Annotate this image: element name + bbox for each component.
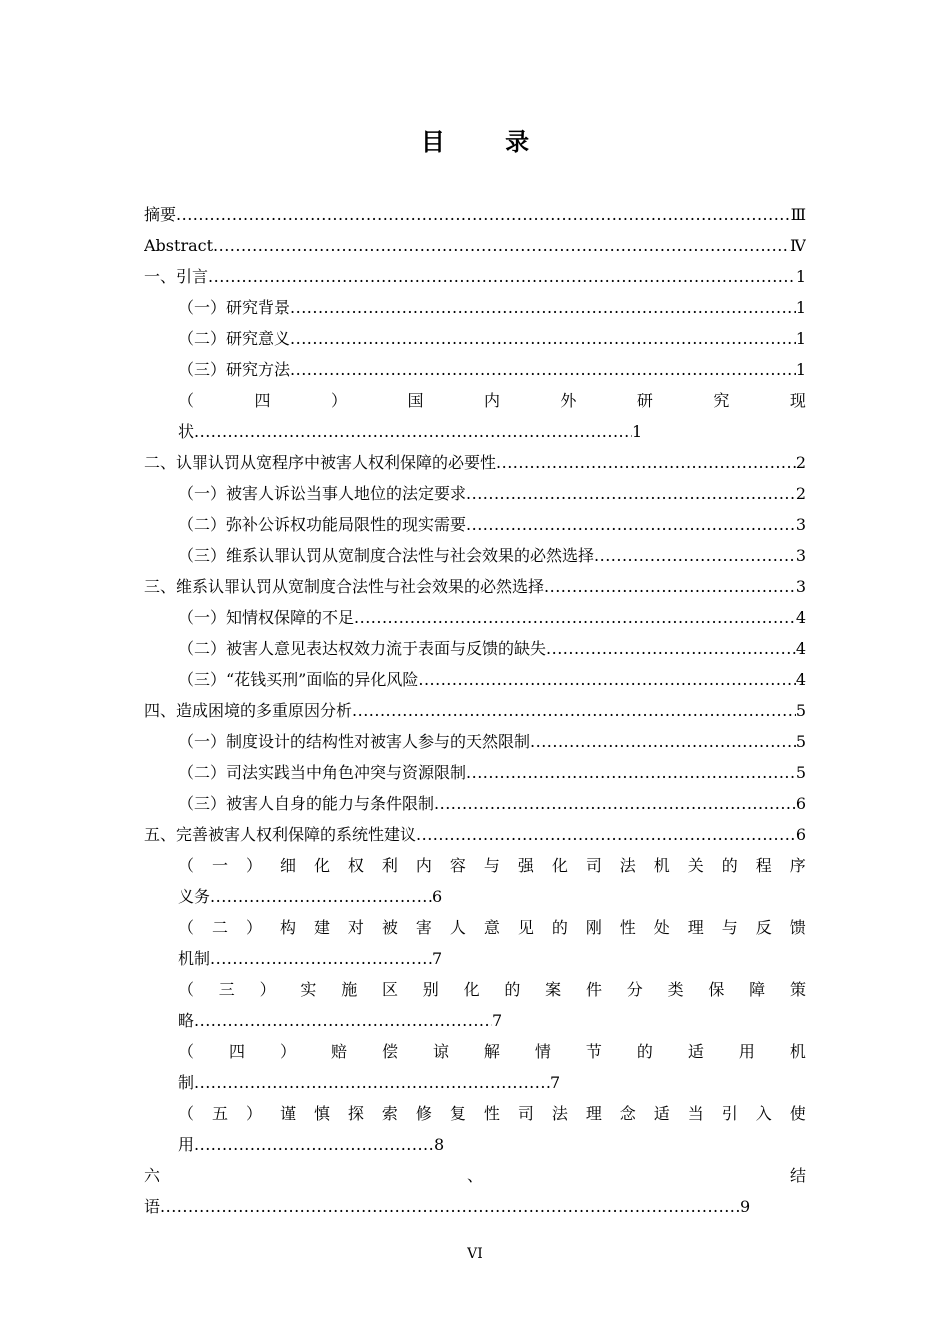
toc-entry-label: （一）制度设计的结构性对被害人参与的天然限制	[178, 732, 531, 751]
toc-page-number: 4	[795, 639, 806, 658]
toc-leader	[416, 819, 796, 850]
toc-page-number: 6	[795, 794, 806, 813]
toc-entry-label: （二）弥补公诉权功能局限性的现实需要	[178, 515, 467, 534]
toc-entry-label: （三）研究方法	[178, 360, 291, 379]
toc-entry[interactable]	[144, 602, 806, 633]
toc-entry[interactable]	[144, 571, 806, 602]
toc-entry[interactable]	[144, 664, 806, 695]
toc-leader	[496, 447, 796, 478]
toc-page-number: 2	[795, 484, 806, 503]
toc-entry[interactable]	[144, 509, 806, 540]
toc-entry[interactable]	[144, 447, 806, 478]
toc-entry-label: 一、引言	[144, 267, 209, 286]
toc-page-number: 5	[795, 763, 806, 782]
toc-page-number: 1	[632, 422, 643, 441]
toc-page-number: 3	[795, 577, 806, 596]
toc-leader	[208, 261, 796, 292]
toc-leader	[530, 726, 796, 757]
toc-leader	[194, 416, 632, 447]
toc-page-number: 1	[795, 360, 806, 379]
toc-entry[interactable]	[144, 788, 806, 819]
toc-page-number: 7	[550, 1073, 561, 1092]
toc-entry-label: （一）知情权保障的不足	[178, 608, 355, 627]
toc-entry-label-cont: 义务	[178, 887, 211, 906]
toc-leader	[354, 602, 796, 633]
toc-entry[interactable]	[144, 261, 806, 292]
toc-entry[interactable]	[144, 1098, 806, 1160]
toc-page-number: 5	[795, 732, 806, 751]
toc-leader	[466, 478, 796, 509]
toc-entry[interactable]	[144, 354, 806, 385]
toc-leader	[418, 664, 795, 695]
toc-entry-label: （二）研究意义	[178, 329, 291, 348]
toc-leader	[210, 943, 432, 974]
toc-leader	[290, 323, 796, 354]
toc-entry-label: 五、完善被害人权利保障的系统性建议	[144, 825, 417, 844]
toc-page-number: 7	[492, 1011, 503, 1030]
toc-entry-label-cont: 用	[178, 1135, 195, 1154]
toc-leader	[594, 540, 796, 571]
toc-leader	[466, 757, 796, 788]
toc-page-number: 6	[432, 887, 443, 906]
toc-entry[interactable]	[144, 850, 806, 912]
toc-entry[interactable]	[144, 230, 806, 261]
toc-leader	[194, 1067, 550, 1098]
toc-entry-label: 三、维系认罪认罚从宽制度合法性与社会效果的必然选择	[144, 577, 545, 596]
toc-entry-label-cont: 语	[144, 1197, 161, 1216]
toc-page-number: 4	[795, 608, 806, 627]
toc-entry-label-cont: 机制	[178, 949, 211, 968]
toc-page-number: Ⅳ	[790, 236, 806, 255]
toc-entry-label: 摘要	[144, 205, 177, 224]
toc-page-number: 3	[795, 515, 806, 534]
toc-page-number: 6	[795, 825, 806, 844]
toc-entry[interactable]	[144, 757, 806, 788]
toc-leader	[434, 788, 796, 819]
toc-page-number: 3	[795, 546, 806, 565]
toc-leader	[210, 881, 432, 912]
toc-entry[interactable]	[144, 974, 806, 1036]
toc-entry[interactable]	[144, 323, 806, 354]
toc-entry-label-cont: 略	[178, 1011, 195, 1030]
toc-entry-label: （ 四 ） 国 内 外 研 究 现	[178, 391, 806, 410]
toc-entry-label: （ 五 ） 谨 慎 探 索 修 复 性 司 法 理 念 适 当 引 入 使	[178, 1104, 806, 1123]
toc-entry-label: （一）被害人诉讼当事人地位的法定要求	[178, 484, 467, 503]
toc-page-number: 1	[795, 267, 806, 286]
toc-leader	[290, 354, 796, 385]
toc-entry-label: （ 四 ） 赔 偿 谅 解 情 节 的 适 用 机	[178, 1042, 806, 1061]
toc-entry[interactable]	[144, 726, 806, 757]
toc-entry-label: 二、认罪认罚从宽程序中被害人权利保障的必要性	[144, 453, 497, 472]
toc-entry-label: （二）司法实践当中角色冲突与资源限制	[178, 763, 467, 782]
toc-leader	[160, 1191, 740, 1222]
toc-entry-label: 六 、 结	[144, 1166, 806, 1185]
toc-page-number: 9	[740, 1197, 751, 1216]
toc-entry-label-cont: 状	[178, 422, 195, 441]
toc-leader	[466, 509, 796, 540]
toc-page-number: 5	[795, 701, 806, 720]
toc-page-number: 7	[432, 949, 443, 968]
toc-page-number: 8	[434, 1135, 445, 1154]
toc-entry-label: （ 一 ） 细 化 权 利 内 容 与 强 化 司 法 机 关 的 程 序	[178, 856, 806, 875]
toc-entry[interactable]	[144, 819, 806, 850]
toc-leader	[213, 230, 790, 261]
toc-entry[interactable]	[144, 385, 806, 447]
toc-page-number: 2	[795, 453, 806, 472]
toc-entry[interactable]	[144, 695, 806, 726]
toc-entry-label: （一）研究背景	[178, 298, 291, 317]
toc-entry[interactable]	[144, 199, 806, 230]
toc-entry-label: （ 二 ） 构 建 对 被 害 人 意 见 的 刚 性 处 理 与 反 馈	[178, 918, 806, 937]
toc-entry[interactable]	[144, 1036, 806, 1098]
toc-entry-label: Abstract	[144, 236, 214, 255]
toc-entry-label-cont: 制	[178, 1073, 195, 1092]
toc-leader	[194, 1129, 434, 1160]
toc-page-number: 1	[795, 298, 806, 317]
toc-leader	[194, 1005, 492, 1036]
toc-entry-label: 四、造成困境的多重原因分析	[144, 701, 353, 720]
toc-entry-label: （ 三 ） 实 施 区 别 化 的 案 件 分 类 保 障 策	[178, 980, 806, 999]
toc-entry[interactable]	[144, 1160, 806, 1222]
toc-entry-label: （三）被害人自身的能力与条件限制	[178, 794, 435, 813]
toc-leader	[352, 695, 796, 726]
toc-entry-label: （三）维系认罪认罚从宽制度合法性与社会效果的必然选择	[178, 546, 595, 565]
page-number: VI	[467, 1246, 483, 1262]
toc-entry[interactable]	[144, 478, 806, 509]
toc-leader	[544, 571, 796, 602]
toc-entry[interactable]	[144, 540, 806, 571]
toc-entry-label: （三）“花钱买刑”面临的异化风险	[178, 670, 419, 689]
toc-page-number: 1	[795, 329, 806, 348]
table-of-contents	[144, 199, 806, 1222]
toc-entry[interactable]	[144, 292, 806, 323]
toc-entry-label: （二）被害人意见表达权效力流于表面与反馈的缺失	[178, 639, 547, 658]
toc-entry[interactable]	[144, 633, 806, 664]
toc-leader	[546, 633, 796, 664]
page-title: 目 录	[420, 128, 556, 156]
toc-entry[interactable]	[144, 912, 806, 974]
toc-leader	[176, 199, 791, 230]
toc-leader	[290, 292, 796, 323]
toc-page-number: 4	[795, 670, 806, 689]
toc-page-number: Ⅲ	[790, 205, 806, 224]
